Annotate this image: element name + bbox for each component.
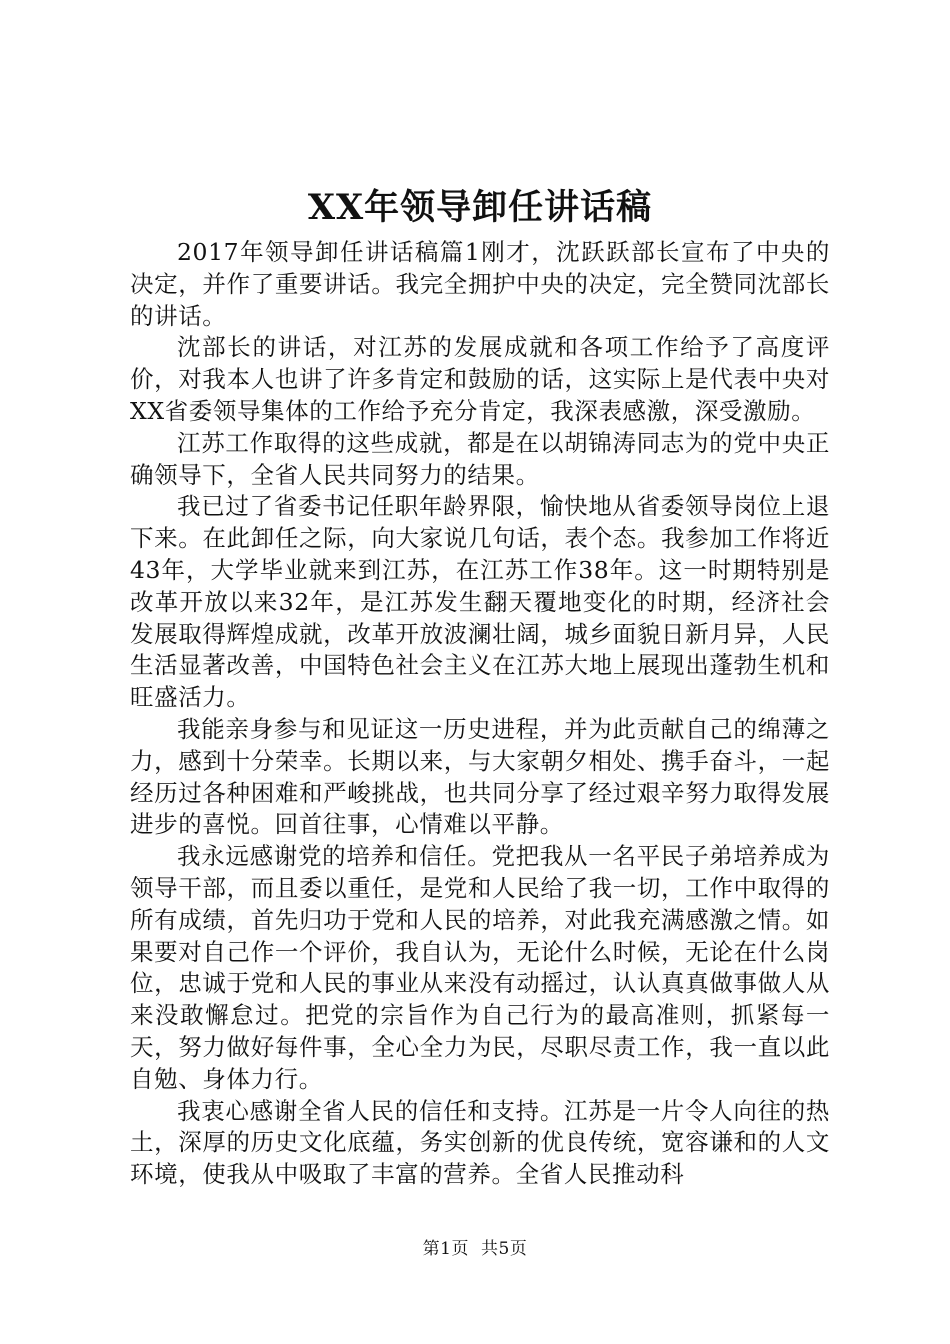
paragraph: 沈部长的讲话，对江苏的发展成就和各项工作给予了高度评价，对我本人也讲了许多肯定和鼓励的话，这实际上是代表中央对XX省委领导集体的工作给予充分肯定，我深表感激，深受激励。 [130, 333, 830, 425]
page-total: 共5页 [481, 1239, 528, 1259]
document-body [130, 237, 830, 1191]
page-footer [0, 1238, 950, 1260]
paragraph: 江苏工作取得的这些成就，都是在以胡锦涛同志为的党中央正确领导下，全省人民共同努力的结果。 [130, 428, 830, 489]
paragraph: 我衷心感谢全省人民的信任和支持。江苏是一片令人向往的热土，深厚的历史文化底蕴，务实创新的优良传统，宽容谦和的人文环境，使我从中吸取了丰富的营养。全省人民推动科 [130, 1096, 830, 1189]
page-number: 第1页 [422, 1239, 469, 1259]
paragraph: 2017年领导卸任讲话稿篇1刚才，沈跃跃部长宣布了中央的决定，并作了重要讲话。我完全拥护中央的决定，完全赞同沈部长的讲话。 [130, 238, 830, 330]
paragraph: 我已过了省委书记任职年龄界限，愉快地从省委领导岗位上退下来。在此卸任之际，向大家说几句话，表个态。我参加工作将近43年，大学毕业就来到江苏，在江苏工作38年。这一时期特别是改革开放以来32年，是江苏发生翻天覆地变化的时期，经济社会发展取得辉煌成就，改革开放波澜壮阔，城乡面貌日新月异，人民生活显著改善，中国特色社会主义在江苏大地上展现出蓬勃生机和旺盛活力。 [130, 492, 830, 712]
paragraph: 我永远感谢党的培养和信任。党把我从一名平民子弟培养成为领导干部，而且委以重任，是党和人民给了我一切，工作中取得的所有成绩，首先归功于党和人民的培养，对此我充满感激之情。如果要对自己作一个评价，我自认为，无论什么时候，无论在什么岗位，忠诚于党和人民的事业从来没有动摇过，认认真真做事做人从来没敢懈怠过。把党的宗旨作为自己行为的最高准则，抓紧每一天，努力做好每件事，全心全力为民，尽职尽责工作，我一直以此自勉、身体力行。 [130, 842, 830, 1093]
document-title: XX年领导卸任讲话稿 [307, 187, 653, 228]
paragraph: 我能亲身参与和见证这一历史进程，并为此贡献自己的绵薄之力，感到十分荣幸。长期以来，与大家朝夕相处、携手奋斗，一起经历过各种困难和严峻挑战，也共同分享了经过艰辛努力取得发展进步的喜悦。回首往事，心情难以平静。 [130, 714, 830, 839]
